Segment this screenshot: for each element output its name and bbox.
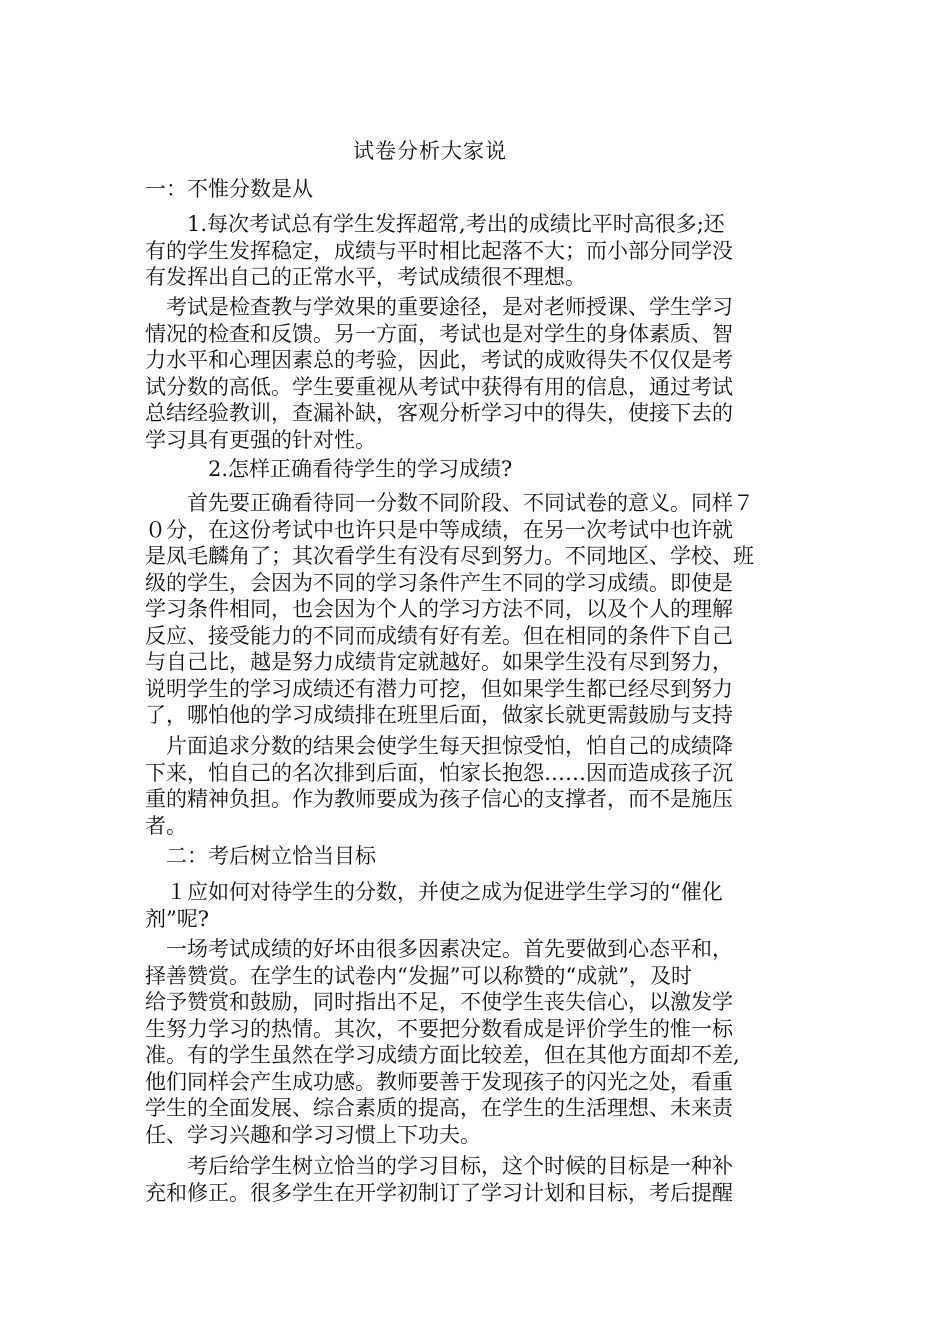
paragraph-line: 片面追求分数的结果会使学生每天担惊受怕，怕自己的成绩降: [145, 734, 733, 758]
paragraph-line: 者。: [145, 813, 187, 838]
paragraph-line: ０分，在这份考试中也许只是中等成绩，在另一次考试中也许就: [145, 517, 733, 542]
paragraph-line: 学习具有更强的针对性。: [145, 427, 376, 452]
paragraph-line: 准。有的学生虽然在学习成绩方面比较差，但在其他方面却不差,: [145, 1043, 740, 1067]
section-heading-1: 一：不惟分数是从: [145, 177, 313, 201]
paragraph-item-1: [145, 211, 811, 291]
paragraph-line: 首先要正确看待同一分数不同阶段、不同试卷的意义。同样７: [145, 491, 754, 515]
paragraph-line: 力水平和心理因素总的考验，因此，考试的成败得失不仅仅是考: [145, 348, 733, 372]
section-heading-2: 二：考后树立恰当目标: [166, 844, 376, 868]
paragraph-line: 生努力学习的热情。其次，不要把分数看成是评价学生的惟一标: [145, 1016, 733, 1041]
paragraph-item-2: [145, 456, 811, 483]
paragraph-line: 一场考试成绩的好坏由很多因素决定。首先要做到心态平和，: [145, 937, 733, 961]
document-title: 试卷分析大家说: [353, 139, 507, 163]
paragraph-exam-factors: [145, 936, 811, 1148]
paragraph-line: 学习条件相同，也会因为个人的学习方法不同，以及个人的理解: [145, 597, 733, 621]
paragraph-line: 了，哪怕他的学习成绩排在班里后面，做家长就更需鼓励与支持: [145, 703, 733, 727]
paragraph-line: 重的精神负担。作为教师要成为孩子信心的支撑者，而不是施压: [145, 787, 733, 811]
paragraph-line: 择善赞赏。在学生的试卷内“发掘”可以称赞的“成就”，及时: [145, 963, 692, 988]
paragraph-line: 情况的检查和反馈。另一方面，考试也是对学生的身体素质、智: [145, 321, 733, 346]
paragraph-line: 有的学生发挥稳定，成绩与平时相比起落不大；而小部分同学没: [145, 238, 733, 263]
paragraph-line: 级的学生，会因为不同的学习条件产生不同的学习成绩。即使是: [145, 570, 733, 595]
paragraph-line: 说明学生的学习成绩还有潜力可挖，但如果学生都已经尽到努力: [145, 676, 733, 701]
paragraph-line: 充和修正。很多学生在开学初制订了学习计划和目标，考后提醒: [145, 1180, 733, 1205]
paragraph-line: 1.每次考试总有学生发挥超常,考出的成绩比平时高很多;还: [145, 212, 725, 236]
paragraph-line: 考试是检查教与学效果的重要途径，是对老师授课、学生学习: [145, 295, 733, 319]
paragraph-line: 试分数的高低。学生要重视从考试中获得有用的信息，通过考试: [145, 374, 733, 399]
paragraph-line: 剂”呢?: [145, 906, 209, 931]
paragraph-line: 总结经验教训，查漏补缺，客观分析学习中的得失，使接下去的: [145, 401, 733, 425]
paragraph-view-grades: [145, 490, 811, 729]
paragraph-line: 任、学习兴趣和学习习惯上下功夫。: [145, 1122, 481, 1147]
paragraph-line: 2.怎样正确看待学生的学习成绩?: [145, 457, 513, 481]
paragraph-line: 与自己比，越是努力成绩肯定就越好。如果学生没有尽到努力，: [145, 650, 733, 674]
paragraph-post-exam-goals: [145, 1153, 811, 1206]
paragraph-line: 下来，怕自己的名次排到后面，怕家长抱怨……因而造成孩子沉: [145, 760, 733, 785]
paragraph-line: 学生的全面发展、综合素质的提高，在学生的生活理想、未来责: [145, 1096, 733, 1120]
paragraph-score-pressure: [145, 733, 811, 839]
paragraph-exam-purpose: [145, 294, 811, 453]
paragraph-line: 考后给学生树立恰当的学习目标，这个时候的目标是一种补: [145, 1154, 733, 1178]
paragraph-item-2-1: [145, 879, 811, 932]
paragraph-line: 有发挥出自己的正常水平，考试成绩很不理想。: [145, 265, 586, 289]
paragraph-line: 给予赞赏和鼓励，同时指出不足，不使学生丧失信心，以激发学: [145, 990, 733, 1014]
paragraph-line: 反应、接受能力的不同而成绩有好有差。但在相同的条件下自己: [145, 623, 733, 648]
paragraph-line: 是凤毛麟角了；其次看学生有没有尽到努力。不同地区、学校、班: [145, 544, 754, 568]
paragraph-line: 他们同样会产生成功感。教师要善于发现孩子的闪光之处，看重: [145, 1069, 733, 1094]
paragraph-line: １应如何对待学生的分数，并使之成为促进学生学习的“催化: [145, 880, 723, 904]
